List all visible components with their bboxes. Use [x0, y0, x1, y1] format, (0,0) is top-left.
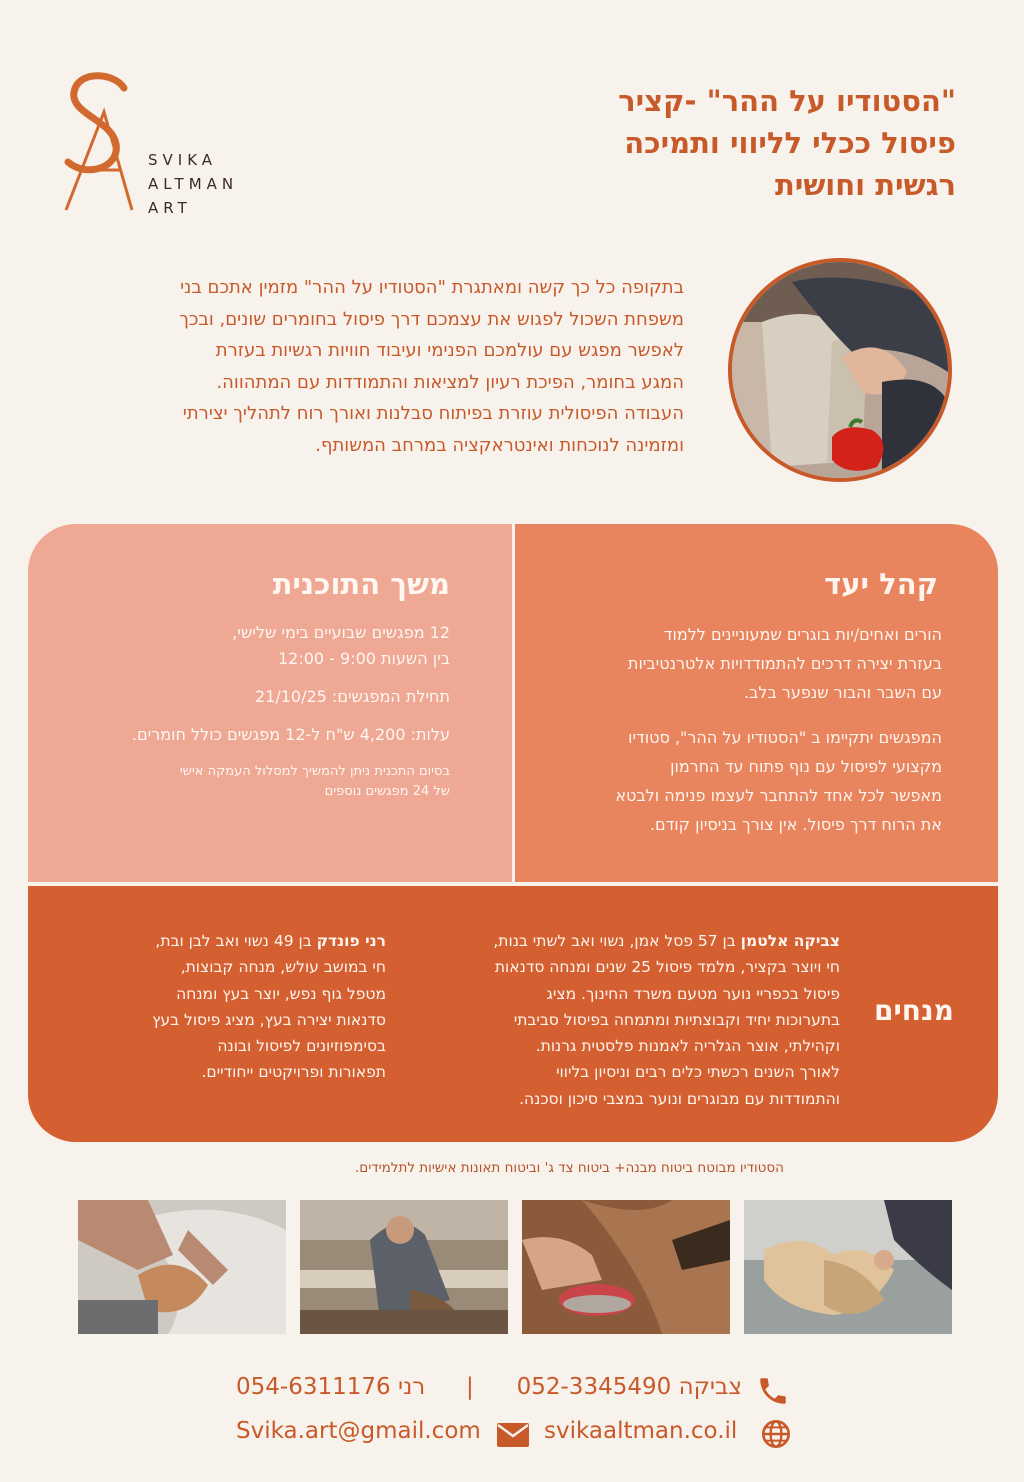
phone-number-svika[interactable]: 052-3345490 [516, 1374, 672, 1400]
website-link[interactable]: svikaaltman.co.il [544, 1418, 738, 1444]
intro-line: משפחת השכול לפגוש את עצמכם דרך פיסול בחומרים שונים, ובכך [179, 308, 684, 330]
start-date: תחילת המפגשים: 21/10/25 [254, 687, 450, 706]
phone-number-rani[interactable]: 054-6311176 [236, 1374, 391, 1400]
bio-line: וקהילתי, אוצר הגלריה לאמנות פלסטית גרנות. [535, 1037, 840, 1056]
target-line: עם השבר והבור שנפער בלב. [744, 683, 942, 702]
logo-line-altman: ALTMAN [148, 175, 239, 193]
target-line: את הרוח דרך פיסול. אין צורך בניסיון קודם. [649, 815, 942, 834]
bio-line: והתמודדות עם מבוגרים ונוער במצבי סיכון וסכנה. [519, 1089, 840, 1108]
photo-wood-carving [300, 1200, 508, 1334]
guide-rani-bio [152, 928, 386, 1086]
guide-name: רני פונדק [316, 932, 386, 950]
guides-title: מנחים [874, 994, 954, 1027]
bio-line: תפאורות ופרויקטים ייחודיים. [201, 1063, 386, 1082]
email-icon [496, 1422, 530, 1448]
bio-line: פיסול בכפריי נוער מטעם משרד החינוך. מציג [546, 984, 840, 1003]
logo-wordmark [148, 148, 238, 220]
bio-line: סדנאות יצירה בעץ, מציג פיסול בעץ [152, 1010, 386, 1029]
target-line: הורים ואחים/יות בוגרים שמעוניינים ללמוד [663, 625, 942, 644]
intro-line: בתקופה כל כך קשה ומאתגרת "הסטודיו על ההר" מזמין אתכם בני [180, 277, 684, 298]
note-line: בסיום התכנית ניתן להמשיך למסלול העמקה אישי [179, 764, 450, 779]
photo-stone-sculptures [744, 1200, 952, 1334]
page-title [436, 80, 956, 206]
email-link[interactable]: Svika.art@gmail.com [236, 1418, 481, 1444]
bio-line: לאורך השנים רכשתי כלים רבים וניסיון בליווי [556, 1063, 840, 1082]
title-line: פיסול ככלי לליווי ותמיכה [624, 126, 956, 160]
phone-line-2 [236, 1374, 425, 1400]
contact-separator: | [466, 1374, 474, 1400]
phone-icon [756, 1374, 790, 1408]
title-line: "הסטודיו על ההר" -קציר [618, 84, 956, 118]
target-audience-text [615, 620, 942, 839]
intro-line: לאפשר מפגש עם עולמכם הפנימי ועיבוד חוויות רגשיות בעזרת [215, 340, 684, 361]
bio-line: בסימפוזיונים לפיסול ובונה [217, 1037, 386, 1056]
target-line: המפגשים יתקיימו ב "הסטודיו על ההר", סטודיו [628, 728, 942, 747]
photo-sanding-wood [522, 1200, 730, 1334]
logo-line-art: ART [148, 199, 192, 217]
bio-line: חי במושב עולש, מנחה קבוצות, [180, 958, 386, 977]
intro-photo-sculpting-hands [728, 258, 952, 482]
hours-line: בין השעות 9:00 - 12:00 [277, 649, 450, 668]
intro-line: ומזמינה לנוכחות ואינטראקציה במרחב המשותף. [315, 434, 684, 456]
intro-paragraph [64, 272, 684, 461]
bio-line: בן 49 נשוי ואב לבן ובת, [155, 932, 317, 950]
logo-line-svika: SVIKA [148, 151, 218, 169]
phone-line-1 [517, 1374, 742, 1400]
globe-icon [760, 1418, 792, 1450]
bio-line: בן 57 פסל אמן, נשוי ואב לשתי בנות, [493, 932, 741, 950]
bio-line: בתערוכות יחיד וקבוצתיות ומתמחה בפיסול סביבתי [513, 1010, 840, 1029]
contact-name-svika: צביקה [678, 1374, 742, 1400]
target-audience-title: קהל יעד [824, 567, 938, 601]
title-line: רגשית וחושית [774, 168, 956, 202]
guide-name: צביקה אלטמן [740, 932, 840, 950]
meetings-line: 12 מפגשים שבועיים בימי שלישי, [232, 623, 450, 642]
bio-line: חי ויוצר בקציר, מלמד פיסול 25 שנים ומנחה סדנאות [494, 958, 840, 977]
intro-line: העבודה הפיסולית עוזרת בפיתוח סבלנות ואורך רוח לתהליך יצירתי [182, 403, 684, 424]
continuation-note [180, 762, 450, 802]
note-line: של 24 מפגשים נוספים [324, 784, 450, 799]
target-line: מאפשר לכל אחד להתחבר לעצמו פנימה ולבטא [615, 786, 942, 805]
target-line: בעזרת יצירה דרכים להתמודדויות אלטרנטיביות [627, 654, 942, 673]
bio-line: מטפל גוף נפש, יוצר בעץ ומנחה [176, 984, 386, 1003]
guide-svika-bio [493, 928, 840, 1112]
cost-line: עלות: 4,200 ש"ח ל-12 מפגשים כולל חומרים. [131, 725, 450, 744]
intro-line: המגע בחומר, הפיכת רעיון למציאות והתמודדות עם המתהווה. [216, 371, 684, 393]
program-duration-title: משך התוכנית [272, 567, 450, 601]
program-duration-text [132, 620, 450, 748]
target-line: מקצועי לפיסול עם נוף פתוח עד החרמון [670, 757, 942, 776]
contact-name-rani: רני [397, 1374, 426, 1400]
insurance-note: הסטודיו מבוטח ביטוח מבנה+ ביטוח צד ג' וביטוח תאונות אישיות לתלמידים. [354, 1160, 784, 1176]
photo-carving-leaf [78, 1200, 286, 1334]
